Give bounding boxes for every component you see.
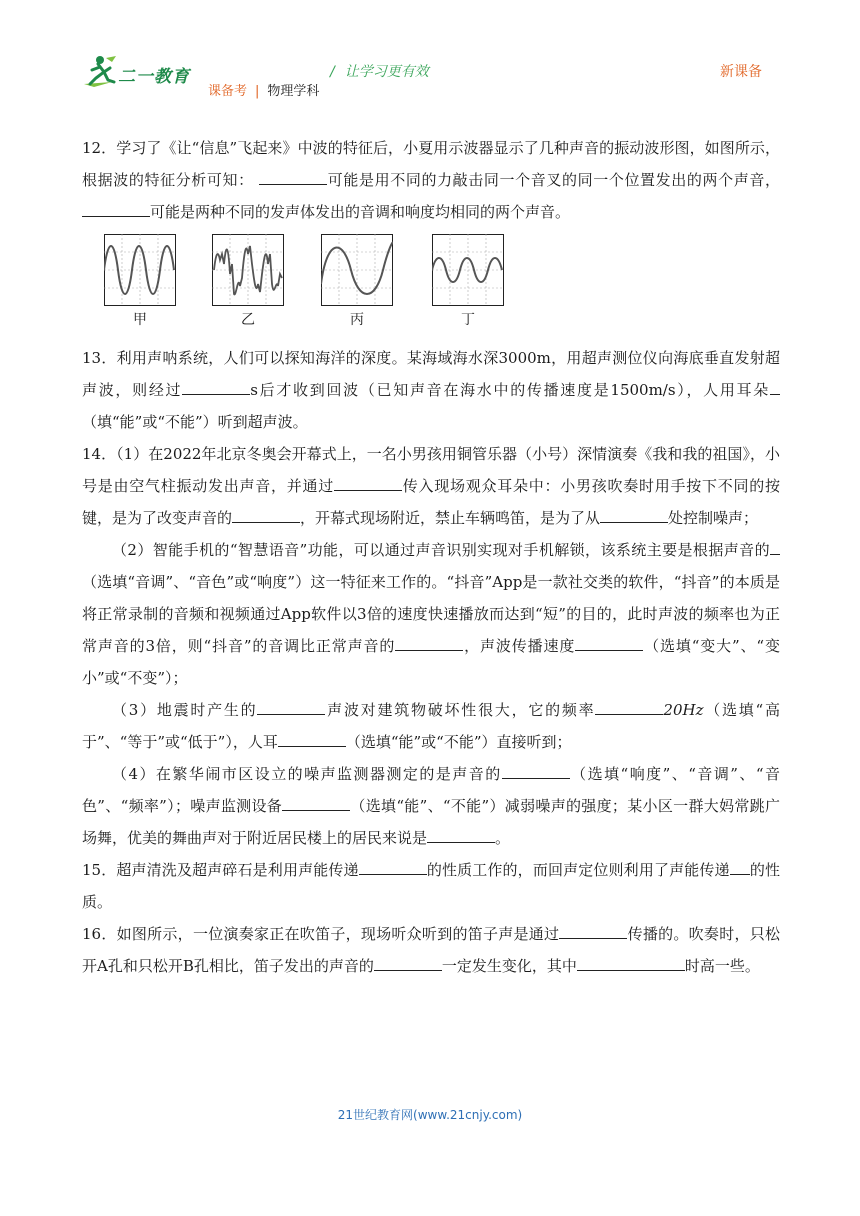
q14-2-text-a: （2）智能手机的“智慧语音”功能，可以通过声音识别实现对手机解锁，该系统主要是根据声音的 [112, 541, 770, 559]
waveform-yi [212, 234, 284, 330]
q12-text-3: 可能是两种不同的发声体发出的音调和响度均相同的两个声音。 [150, 203, 571, 221]
q16-text-1: 16．如图所示，一位演奏家正在吹笛子，现场听众听到的笛子声是通过 [82, 925, 560, 943]
q16-text-3: 一定发生变化，其中 [441, 957, 577, 975]
question-14-part-2 [82, 534, 780, 694]
q14-3-text-c: （选填“高于”、“等于”或“低于”），人耳 [82, 701, 780, 751]
waveform-bing-graph [321, 234, 393, 306]
q14-1-blank-2[interactable] [232, 504, 300, 523]
q12-blank-2[interactable] [82, 198, 150, 217]
question-content [82, 132, 780, 982]
question-16 [82, 918, 780, 982]
new-course-label: 新课备 [720, 64, 762, 80]
q14-1-text-b: 传入现场观众耳朵中：小男孩吹奏时用手按下不同的按键，是为了改变声音的 [82, 477, 780, 527]
q14-4-blank-1[interactable] [502, 760, 570, 779]
slogan-text: 让学习更有效 [344, 64, 429, 80]
q13-text-3: （填“能”或“不能”）听到超声波。 [82, 413, 308, 431]
q14-3-blank-2[interactable] [595, 696, 663, 715]
q14-4-text-b: （选填“响度”、“音调”、“音色”、“频率”）；噪声监测设备 [82, 765, 781, 815]
q16-text-4: 时高一些。 [684, 957, 760, 975]
q14-1-text-c: ，开幕式现场附近，禁止车辆鸣笛，是为了从 [300, 509, 601, 527]
waveform-yi-graph [212, 234, 284, 306]
subject-separator: | [255, 84, 260, 99]
logo-text: 二一教育 [118, 67, 190, 87]
waveform-jia [104, 234, 176, 330]
question-14-part-3 [82, 694, 780, 758]
question-13 [82, 342, 780, 438]
header-slogan: / 让学习更有效 [330, 64, 429, 80]
q14-4-text-a: （4）在繁华闹市区设立的噪声监测器测定的是声音的 [112, 765, 502, 783]
page-header [0, 0, 860, 110]
question-14-part-4 [82, 758, 780, 854]
q14-2-blank-3[interactable] [575, 632, 643, 651]
q14-3-text-b: 声波对建筑物破坏性很大，它的频率 [325, 701, 596, 719]
label-yi: 乙 [241, 312, 255, 328]
q14-3-blank-3[interactable] [278, 728, 346, 747]
q14-1-text-a: 14．（1）在2022年北京冬奥会开幕式上，一名小男孩用铜管乐器（小号）深情演奏《我和我的祖国》，小号是由空气柱振动发出声音，并通过 [82, 445, 780, 495]
q13-blank-1[interactable] [182, 376, 250, 395]
q14-1-blank-1[interactable] [334, 472, 402, 491]
q15-text-3: 的性质。 [82, 861, 780, 911]
subject-prefix: 课备考 [208, 84, 248, 99]
q14-3-text-a: （3）地震时产生的 [112, 701, 258, 719]
question-14-part-1 [82, 438, 780, 534]
waveform-ding-graph [432, 234, 504, 306]
question-15 [82, 854, 780, 918]
q14-2-text-d: （选填“变大”、“变小”或“不变”）； [82, 637, 780, 687]
q12-text-1: 12．学习了《让“信息”飞起来》中波的特征后，小夏用示波器显示了几种声音的振动波形图，如图所示，根据波的特征分析可知： [82, 139, 780, 189]
q14-4-blank-2[interactable] [282, 792, 350, 811]
q14-4-text-c: （选填“能”、“不能”）减弱噪声的强度；某小区一群大妈常跳广场舞，优美的舞曲声对于附近居民楼上的居民来说是 [82, 797, 780, 847]
waveform-figure [82, 234, 780, 342]
q14-1-blank-3[interactable] [600, 504, 668, 523]
q14-4-blank-3[interactable] [427, 824, 495, 843]
q16-text-2: 传播的。吹奏时，只松开A孔和只松开B孔相比，笛子发出的声音的 [82, 925, 780, 975]
q14-2-blank-2[interactable] [395, 632, 463, 651]
q13-blank-2[interactable] [770, 376, 780, 395]
q14-2-text-b: （选填“音调”、“音色”或“响度”）这一特征来工作的。“抖音”App是一款社交类的软件，“抖音”的本质是将正常录制的音频和视频通过App软件以3倍的速度快速播放而达到“短”的目的，此时声波的频率也为正常声音的3倍，则“抖音”的音调比正常声音的 [82, 573, 780, 655]
q14-3-frequency: 20Hz [663, 701, 704, 719]
label-jia: 甲 [133, 312, 147, 328]
question-12 [82, 132, 780, 228]
subject-line [208, 80, 319, 99]
waveform-bing [321, 234, 393, 330]
q13-text-2: s后才收到回波（已知声音在海水中的传播速度是1500m/s），人用耳朵 [250, 381, 770, 399]
q12-blank-1[interactable] [259, 166, 327, 185]
q15-text-1: 15．超声清洗及超声碎石是利用声能传递 [82, 861, 359, 879]
q14-2-blank-1[interactable] [770, 536, 780, 555]
q14-1-text-d: 处控制噪声； [668, 509, 759, 527]
q15-blank-2[interactable] [730, 856, 750, 875]
q14-2-text-c: ，声波传播速度 [463, 637, 576, 655]
subject-name: 物理学科 [267, 84, 320, 99]
q16-blank-3[interactable] [577, 952, 685, 971]
q15-text-2: 的性质工作的，而回声定位则利用了声能传递 [426, 861, 730, 879]
waveform-jia-graph [104, 234, 176, 306]
page-footer: 21世纪教育网(www.21cnjy.com) [337, 1108, 523, 1122]
q13-text-1: 13．利用声呐系统，人们可以探知海洋的深度。某海域海水深3000m，用超声测位仪向海底垂直发射超声波，则经过 [82, 349, 780, 399]
label-ding: 丁 [461, 312, 475, 328]
q16-blank-2[interactable] [374, 952, 442, 971]
q16-blank-1[interactable] [559, 920, 627, 939]
label-bing: 丙 [350, 312, 364, 328]
q14-3-text-d: （选填“能”或“不能”）直接听到； [345, 733, 572, 751]
waveform-ding [432, 234, 504, 330]
q14-3-blank-1[interactable] [257, 696, 325, 715]
q15-blank-1[interactable] [359, 856, 427, 875]
q14-4-text-d: 。 [495, 829, 511, 847]
q12-text-2: 可能是用不同的力敲击同一个音叉的同一个位置发出的两个声音， [327, 171, 780, 189]
